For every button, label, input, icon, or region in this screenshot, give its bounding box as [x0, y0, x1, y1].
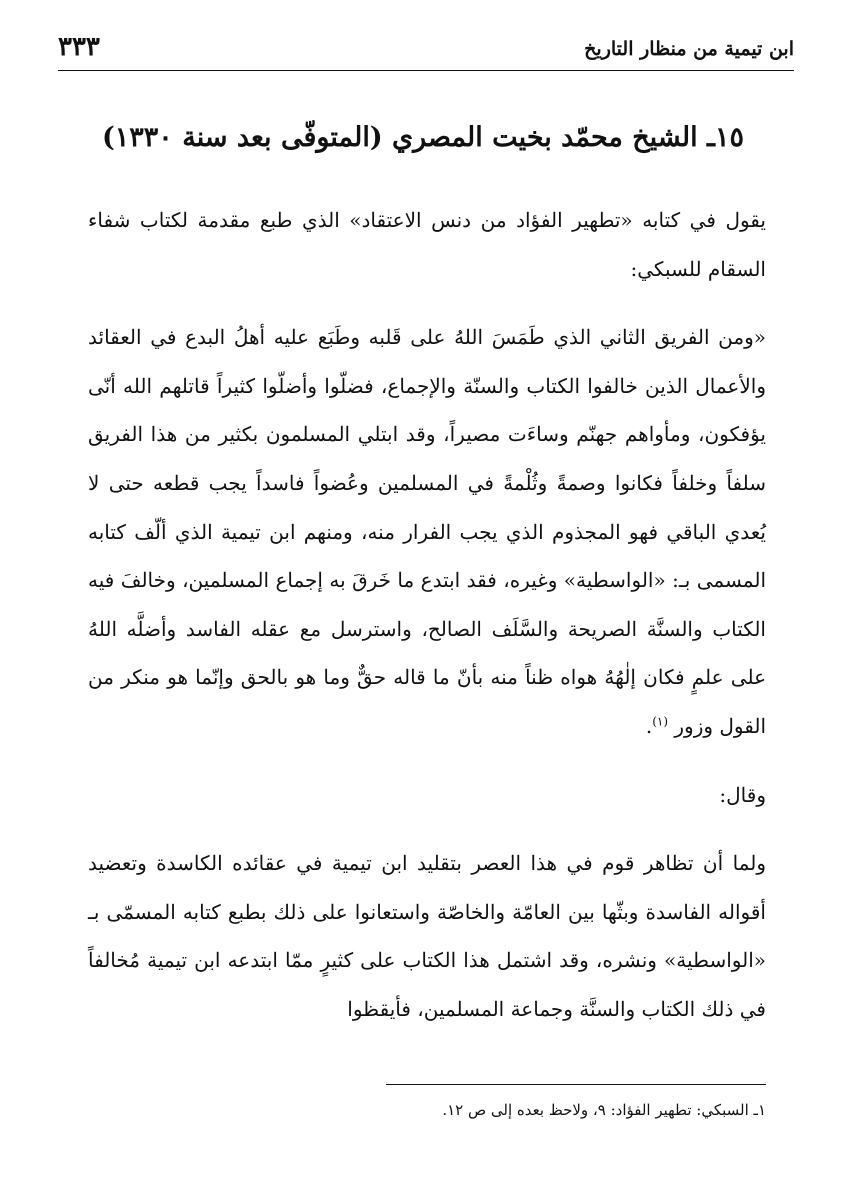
section-title: ١٥ـ الشيخ محمّد بخيت المصري (المتوفّى بعد سنة ١٣٣٠): [102, 122, 744, 153]
paragraph-quote: «ومن الفريق الثاني الذي طَمَسَ اللهُ على قَلبه وطَبَع عليه أهلُ البدع في العقائد والأعمال الذين خالفوا الكتاب والسنّة والإجماع، فضلّوا وأضلّوا كثيراً قاتلهم الله أنّى يؤفكون، ومأواهم جهنّم وساءَت مصيراً، وقد ابتلي المسلمون بكثير من هذا الفريق سلفاً وخلفاً فكانوا وصمةً وثُلْمةً في المسلمين وعُضواً فاسداً يجب قطعه حتى لا يُعدي الباقي فهو المجذوم الذي يجب الفرار منه، ومنهم ابن تيمية الذي ألّف كتابه المسمى بـ: «الواسطية» وغيره، فقد ابتدع ما خَرقَ به إجماع المسلمين، وخالفَ فيه الكتاب والسنَّة الصريحة والسَّلَف الصالح، واسترسل مع عقله الفاسد وأضلَّه اللهُ على علمٍ فكان إلٰهُهُ هواه ظناً منه بأنّ ما قاله حقٌّ وما هو بالحق وإنّما هو منكر من القول وزور $^{(١)}$.: [88, 325, 767, 738]
quote-text: «ومن الفريق الثاني الذي طَمَسَ اللهُ على قَلبه وطَبَع عليه أهلُ البدع في العقائد والأعمال الذين خالفوا الكتاب والسنّة والإجماع، فضلّوا وأضلّوا كثيراً قاتلهم الله أنّى يؤفكون، ومأواهم جهنّم وساءَت مصيراً، وقد ابتلي المسلمون بكثير من هذا الفريق سلفاً وخلفاً فكانوا وصمةً وثُلْمةً في المسلمين وعُضواً فاسداً يجب قطعه حتى لا يُعدي الباقي فهو المجذوم الذي يجب الفرار منه، ومنهم ابن تيمية الذي ألّف كتابه المسمى بـ: «الواسطية» وغيره، فقد ابتدع ما خَرقَ به إجماع المسلمين، وخالفَ فيه الكتاب والسنَّة الصريحة والسَّلَف الصالح، واسترسل مع عقله الفاسد وأضلَّه اللهُ على علمٍ فكان إلٰهُهُ هواه ظناً منه بأنّ ما قاله حقٌّ وما هو بالحق وإنّما هو منكر من القول وزور: [88, 325, 767, 738]
footnote: ١ـ السبكي: تطهير الفؤاد: ٩، ولاحظ بعده إلى ص ١٢.: [442, 1101, 766, 1119]
body-text: [88, 196, 766, 1034]
footnote-reference: (١): [652, 714, 669, 729]
paragraph-qala: وقال:: [719, 782, 766, 807]
page-number: ٣٣٣: [58, 32, 100, 62]
footnote-rule: [386, 1084, 766, 1085]
header-rule: [58, 70, 794, 71]
running-head-title: ابن تيمية من منظار التاريخ: [584, 38, 794, 60]
running-head: [58, 30, 794, 70]
paragraph-continuation: ولما أن تظاهر قوم في هذا العصر بتقليد ابن تيمية في عقائده الكاسدة وتعضيد أقواله الفاسدة وبثّها بين العامّة والخاصّة واستعانوا على ذلك بطبع كتابه المسمّى بـ «الواسطية» ونشره، وقد اشتمل هذا الكتاب على كثيرٍ ممّا ابتدعه ابن تيمية مُخالفاً في ذلك الكتاب والسنَّة وجماعة المسلمين، فأيقظوا: [88, 851, 766, 1021]
paragraph-intro: يقول في كتابه «تطهير الفؤاد من دنس الاعتقاد» الذي طبع مقدمة لكتاب شفاء السقام للسبكي:: [88, 208, 766, 281]
